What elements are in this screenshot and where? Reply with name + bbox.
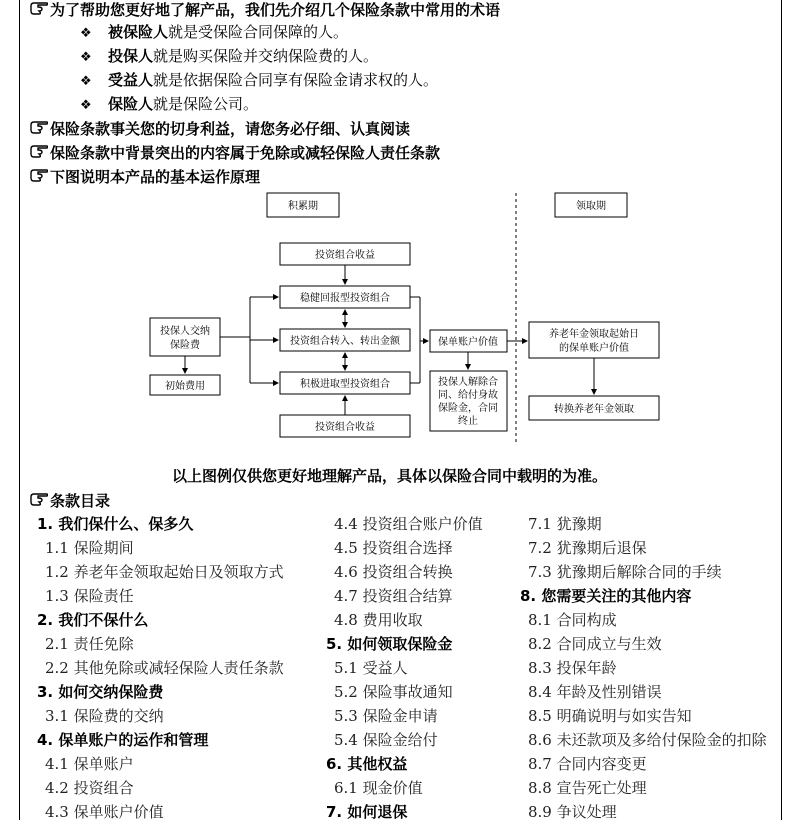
toc-subsection-item: 3.1 保险费的交纳 [45, 707, 164, 725]
toc-subsection-item: 5.4 保险金给付 [334, 731, 438, 749]
diagram-caption: 以上图例仅供您更好地理解产品，具体以保险合同中载明的为准。 [172, 467, 608, 485]
toc-section-heading: 3. 如何交纳保险费 [37, 683, 164, 701]
note-text: 保险条款中背景突出的内容属于免除或减轻保险人责任条款 [50, 144, 441, 162]
toc-subsection-item: 4.5 投资组合选择 [334, 539, 453, 557]
toc-subsection-item: 8.4 年龄及性别错误 [528, 683, 662, 701]
toc-section-heading: 6. 其他权益 [326, 755, 408, 773]
toc-subsection-item: 8.3 投保年龄 [528, 659, 617, 677]
toc-subsection-item: 4.4 投资组合账户价值 [334, 515, 483, 533]
term-desc: 就是依据保险合同享有保险金请求权的人。 [153, 71, 439, 89]
toc-subsection-item: 8.7 合同内容变更 [528, 755, 647, 773]
transfer-label: 投资组合转入、转出金额 [290, 336, 400, 347]
account-value-label: 保单账户价值 [438, 337, 498, 348]
toc-section-heading: 2. 我们不保什么 [37, 611, 149, 629]
diamond-bullet-icon: ❖ [80, 26, 92, 41]
toc-subsection-item: 7.3 犹豫期后解除合同的手续 [528, 563, 722, 581]
toc-subsection-item: 8.8 宣告死亡处理 [528, 779, 647, 797]
toc-subsection-item: 8.2 合同成立与生效 [528, 635, 662, 653]
diamond-bullet-icon: ❖ [80, 74, 92, 89]
note-item [30, 143, 440, 163]
start-value-line2: 的保单账户价值 [559, 343, 629, 354]
toc-section-heading: 7. 如何退保 [326, 803, 408, 821]
term-item [80, 94, 258, 116]
termination-line4: 终止 [458, 416, 478, 427]
phase2-label: 领取期 [576, 201, 606, 212]
start-value-line1: 养老年金领取起始日 [549, 329, 639, 340]
intro-heading [30, 0, 500, 20]
term-desc: 就是购买保险并交纳保险费的人。 [153, 47, 379, 65]
toc-subsection-item: 4.7 投资组合结算 [334, 587, 453, 605]
pointing-hand-icon [30, 493, 48, 507]
term-name: 投保人 [108, 47, 154, 65]
intro-title: 为了帮助您更好地了解产品，我们先介绍几个保险条款中常用的术语 [50, 1, 501, 19]
steady-label: 稳健回报型投资组合 [300, 293, 390, 304]
toc-subsection-item: 1.3 保险责任 [45, 587, 134, 605]
diamond-bullet-icon: ❖ [80, 98, 92, 113]
toc-subsection-item: 1.2 养老年金领取起始日及领取方式 [45, 563, 284, 581]
note-text: 下图说明本产品的基本运作原理 [50, 168, 261, 186]
premium-line1: 投保人交纳 [160, 326, 210, 337]
toc-subsection-item: 4.3 保单账户价值 [45, 803, 164, 821]
toc-subsection-item: 1.1 保险期间 [45, 539, 134, 557]
note-item [30, 167, 260, 187]
toc-section-heading: 1. 我们保什么、保多久 [37, 515, 194, 533]
toc-subsection-item: 2.1 责任免除 [45, 635, 134, 653]
toc-section-heading: 8. 您需要关注的其他内容 [520, 587, 692, 605]
toc-subsection-item: 8.6 未还款项及多给付保险金的扣除 [528, 731, 767, 749]
page-border-left [19, 0, 20, 820]
phase1-label: 积累期 [288, 201, 318, 212]
diamond-bullet-icon: ❖ [80, 50, 92, 65]
toc-subsection-item: 7.1 犹豫期 [528, 515, 602, 533]
toc-subsection-item: 4.8 费用收取 [334, 611, 423, 629]
toc-heading [30, 491, 110, 511]
toc-subsection-item: 6.1 现金价值 [334, 779, 423, 797]
termination-line3: 保险金，合同 [438, 403, 498, 414]
term-desc: 就是受保险合同保障的人。 [168, 23, 349, 41]
income-bottom-label: 投资组合收益 [315, 422, 375, 433]
toc-subsection-item: 7.2 犹豫期后退保 [528, 539, 647, 557]
pointing-hand-icon [30, 121, 48, 135]
termination-line2: 同、给付身故 [438, 390, 498, 401]
toc-subsection-item: 5.1 受益人 [334, 659, 408, 677]
term-name: 保险人 [108, 95, 154, 113]
toc-subsection-item: 8.1 合同构成 [528, 611, 617, 629]
term-item [80, 46, 378, 68]
note-item [30, 119, 410, 139]
income-top-label: 投资组合收益 [315, 250, 375, 261]
termination-line1: 投保人解除合 [438, 377, 498, 388]
term-desc: 就是保险公司。 [153, 95, 259, 113]
note-text: 保险条款事关您的切身利益，请您务必仔细、认真阅读 [50, 120, 411, 138]
toc-section-heading: 4. 保单账户的运作和管理 [37, 731, 209, 749]
pointing-hand-icon [30, 169, 48, 183]
term-item [80, 70, 438, 92]
premium-line2: 保险费 [170, 340, 200, 351]
toc-subsection-item: 8.5 明确说明与如实告知 [528, 707, 692, 725]
toc-subsection-item: 8.9 争议处理 [528, 803, 617, 821]
toc-subsection-item: 4.2 投资组合 [45, 779, 134, 797]
pointing-hand-icon [30, 145, 48, 159]
toc-subsection-item: 4.1 保单账户 [45, 755, 134, 773]
initial-fee-label: 初始费用 [165, 381, 205, 392]
toc-subsection-item: 4.6 投资组合转换 [334, 563, 453, 581]
toc-subsection-item: 5.3 保险金申请 [334, 707, 438, 725]
toc-title: 条款目录 [50, 492, 111, 510]
active-label: 积极进取型投资组合 [300, 379, 390, 390]
toc-subsection-item: 2.2 其他免除或减轻保险人责任条款 [45, 659, 284, 677]
toc-section-heading: 5. 如何领取保险金 [326, 635, 453, 653]
term-item [80, 22, 348, 44]
page-border-right [781, 0, 782, 820]
operation-diagram [140, 188, 670, 450]
term-name: 受益人 [108, 71, 154, 89]
term-name: 被保险人 [108, 23, 169, 41]
annuity-label: 转换养老年金领取 [554, 404, 634, 415]
pointing-hand-icon [30, 2, 48, 16]
toc-subsection-item: 5.2 保险事故通知 [334, 683, 453, 701]
